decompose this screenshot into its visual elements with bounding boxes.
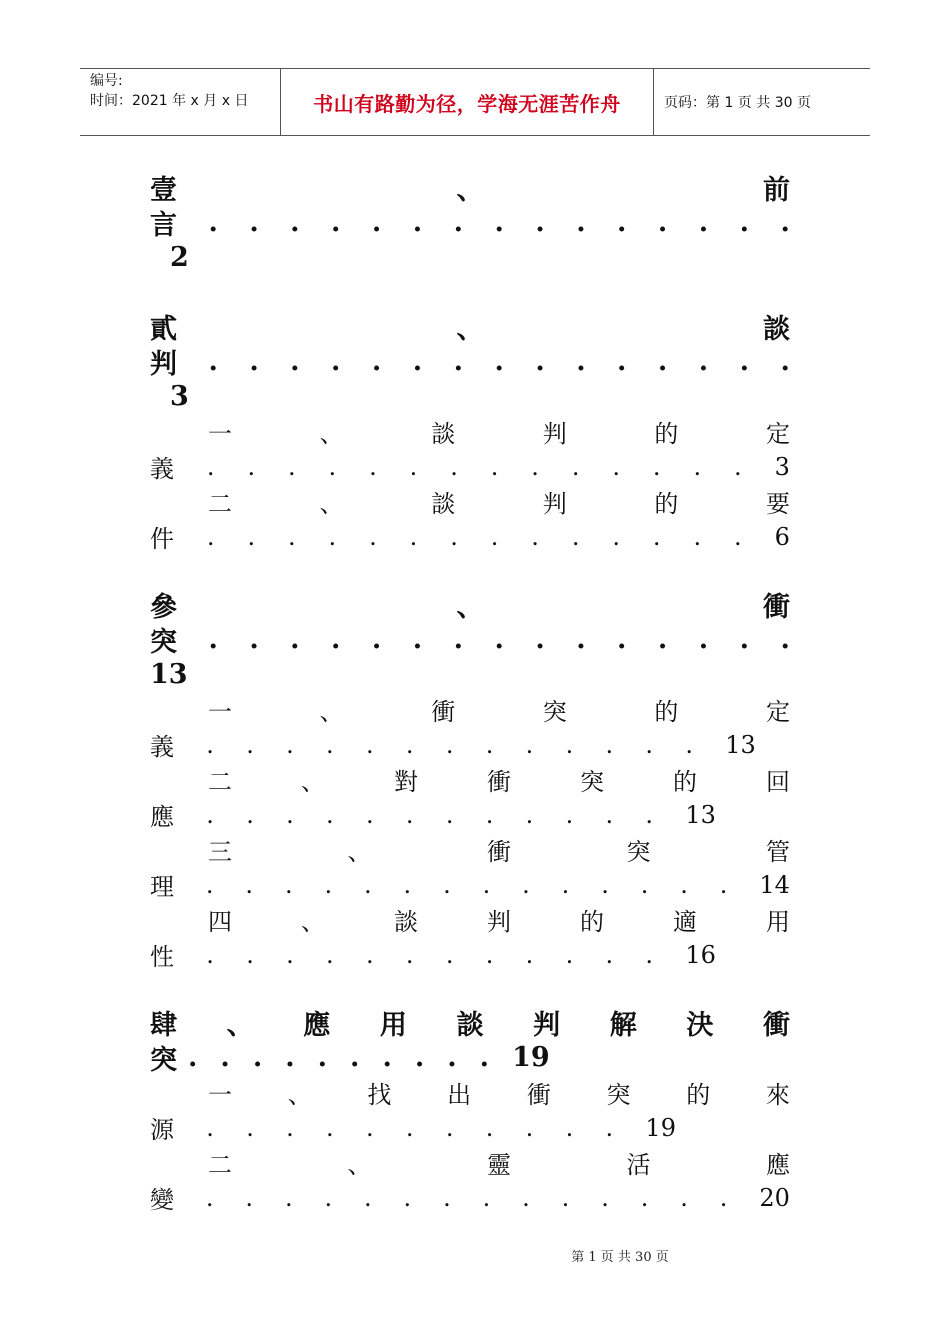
toc-text: 、 [456,314,484,345]
toc-leader-dot: . [565,1113,574,1142]
toc-text: 性 [150,943,174,971]
toc-leader-dot: . [371,207,382,238]
toc-leader-dot: . [331,207,341,238]
toc-leader-dot: . [365,800,374,829]
toc-text: 判 [542,490,567,518]
toc-leader-dot: . [571,522,580,551]
toc-item-leader [150,1110,790,1145]
toc-leader-dot: . [780,346,790,377]
toc-leader-dot: . [739,624,750,655]
toc-text: 貳 [150,314,177,345]
toc-leader-dot: . [350,1042,360,1073]
toc-leader-dot: . [680,1183,688,1212]
toc-leader-dot: . [739,346,750,377]
toc-leader-dot: . [617,207,627,238]
header-page-cell [654,69,870,135]
toc-leader-dot: . [365,1113,374,1142]
toc-text: 突 [626,838,651,866]
toc-leader-dot: . [403,870,412,899]
toc-leader-dot: . [208,207,218,238]
toc-leader-dot: . [246,800,254,829]
toc-leader-dot: . [405,940,414,969]
toc-leader-dot: . [605,940,614,969]
toc-leader-dot: . [246,1113,254,1142]
toc-text: 用 [379,1010,407,1041]
toc-leader-dot: . [286,1113,294,1142]
toc-leader-dot: . [409,452,418,481]
toc-leader-dot: . [331,624,341,655]
toc-leader-dot: . [561,870,570,899]
toc-item-3-2[interactable] [150,762,790,832]
toc-leader-dot: . [571,452,580,481]
toc-text: 、 [301,768,325,796]
toc-leader-dot: . [326,940,334,969]
toc-leader-dot: . [290,624,300,655]
toc-leader-dot: . [443,870,451,899]
toc-item-4-2[interactable] [150,1145,790,1215]
toc-leader-dot: . [405,1113,414,1142]
toc-leader-dot: . [453,346,464,377]
toc-text: 的 [686,1081,711,1109]
toc-leader-dot: . [206,1113,214,1142]
toc-leader-dot: . [531,452,539,481]
toc-text: 應 [150,803,174,831]
toc-leader-dot: . [612,522,621,551]
toc-heading-line [150,1005,790,1040]
toc-item-leader [150,937,790,972]
toc-leader-dot: . [612,452,621,481]
toc-leader-dot: . [640,870,649,899]
toc-leader-dot: . [447,1042,457,1073]
toc-leader-dot: . [286,800,294,829]
page-header [80,68,870,136]
toc-leader-dot: . [617,624,627,655]
toc-leader-dot: . [525,730,534,759]
toc-item-page: 14 [759,870,790,899]
toc-item-line [150,1145,790,1180]
toc-item-page: 6 [774,522,790,551]
toc-leader-dot: . [535,624,545,655]
toc-leader-dot: . [657,207,668,238]
toc-text: 應 [303,1010,331,1041]
toc-text: 的 [654,420,679,448]
toc-leader-dot: . [734,452,742,481]
toc-text: 定 [765,420,790,448]
toc-leader-dot: . [412,624,423,655]
toc-text: 、 [319,490,344,518]
toc-text: 判 [542,420,567,448]
toc-item-3-3[interactable] [150,832,790,902]
toc-text: 、 [347,1151,372,1179]
toc-leader-dot: . [369,452,377,481]
toc-text: 回 [766,768,790,796]
toc-item-3-1[interactable] [150,692,790,762]
toc-leader-dot: . [364,870,372,899]
toc-leader-dot: . [445,800,454,829]
toc-leader-dot: . [645,730,654,759]
toc-text: 義 [150,455,174,483]
toc-item-leader [150,867,790,902]
toc-text: 三 [208,838,232,866]
toc-leader-dot: . [409,522,418,551]
toc-leader-dot: . [576,346,586,377]
toc-item-leader [150,727,790,762]
toc-page-number: 2 [170,242,189,273]
toc-text: 判 [487,908,511,936]
toc-leader-dot: . [693,452,702,481]
toc-leader-dot: . [739,207,750,238]
toc-item-line [150,902,790,937]
toc-heading-line [150,309,790,344]
toc-leader-dot: . [382,1042,392,1073]
toc-item-leader [150,797,790,832]
toc-leader-dot: . [565,940,574,969]
toc-leader-dot: . [331,346,341,377]
toc-leader-dot: . [245,870,254,899]
toc-leader-dot: . [205,1183,214,1212]
toc-text: 、 [287,1081,312,1109]
toc-leader-dot: . [288,522,296,551]
toc-leader-dot: . [522,870,530,899]
toc-text: 、 [226,1010,254,1041]
toc-leader-dot: . [525,1113,534,1142]
toc-leader-dot: . [317,1042,328,1073]
toc-leader-dot: . [525,940,534,969]
toc-text: 衝 [431,698,456,726]
toc-leader-line [150,205,790,240]
header-motto-cell [281,69,654,135]
toc-leader-dot: . [640,1183,649,1212]
toc-heading-line [150,587,790,622]
toc-item-2-2[interactable] [150,484,790,554]
toc-leader-dot: . [328,522,337,551]
toc-text: 的 [654,698,679,726]
toc-text: 理 [150,873,174,901]
toc-leader-dot: . [405,730,414,759]
toc-leader-dot: . [445,730,454,759]
toc-text: 一 [208,1081,232,1109]
toc-text: 變 [150,1186,174,1214]
toc-leader-dot: . [479,1042,490,1073]
toc-item-page: 3 [774,452,790,481]
toc-leader-dot: . [565,800,574,829]
toc-text: 判 [533,1010,561,1041]
toc-text: 義 [150,733,174,761]
toc-leader-dot: . [286,730,294,759]
toc-text: 應 [766,1151,790,1179]
toc-leader-dot: . [247,452,256,481]
toc-section-1[interactable] [150,170,790,275]
toc-text: 用 [766,908,790,936]
toc-leader-dot: . [657,624,668,655]
toc-leader-dot: . [364,1183,372,1212]
toc-leader-dot: . [576,624,586,655]
toc-leader-dot: . [494,346,504,377]
toc-leader-dot: . [208,624,218,655]
toc-item-3-4[interactable] [150,902,790,972]
toc-leader-dot: . [734,522,742,551]
toc-text: 衝 [526,1081,551,1109]
toc-leader-dot: . [780,207,790,238]
toc-item-4-1[interactable] [150,1075,790,1145]
toc-heading-line [150,170,790,205]
toc-text: 突 [150,1045,177,1076]
toc-leader-dot: . [482,1183,491,1212]
toc-text: 突 [542,698,567,726]
toc-leader-dot: . [561,1183,570,1212]
toc-leader-dot: . [494,624,504,655]
toc-leader-line [150,344,790,379]
toc-leader-dot: . [369,522,377,551]
doc-number-label: 编号: [90,73,123,89]
toc-text: 對 [394,768,418,796]
toc-text: 定 [765,698,790,726]
toc-leader-dot: . [246,730,254,759]
toc-page-number: 19 [512,1042,550,1073]
toc-leader-dot: . [286,940,294,969]
toc-leader-dot: . [445,1113,454,1142]
toc-text: 決 [686,1010,714,1041]
toc-leader-dot: . [208,346,218,377]
toc-leader-dot: . [525,800,534,829]
toc-text: 二 [208,490,232,518]
toc-text: 言 [150,210,177,241]
toc-leader-dot: . [324,870,333,899]
toc-item-page: 13 [685,800,716,829]
toc-leader-dot: . [220,1042,230,1073]
toc-item-page: 20 [759,1183,790,1212]
header-page-info: 页码：第 1 页 共 30 页 [664,95,811,111]
toc-text: 、 [456,175,484,206]
toc-text: 的 [580,908,604,936]
toc-leader-dot: . [453,624,464,655]
toc-item-line [150,1075,790,1110]
toc-leader-dot: . [719,870,728,899]
toc-section-3[interactable] [150,587,790,972]
toc-leader-dot: . [328,452,337,481]
toc-item-leader [150,519,790,554]
toc-leader-dot: . [531,522,539,551]
toc-text: 來 [765,1081,790,1109]
toc-leader-dot: . [326,800,334,829]
toc-leader-dot: . [698,624,709,655]
toc-text: 談 [431,420,456,448]
toc-leader-line [150,1040,790,1075]
toc-leader-dot: . [290,207,300,238]
toc-leader-dot: . [485,1113,494,1142]
toc-leader-dot: . [412,207,423,238]
toc-leader-dot: . [535,346,545,377]
doc-time-label: 时间：2021 年 x 月 x 日 [90,93,249,109]
toc-leader-dot: . [414,1042,425,1073]
toc-text: 談 [456,1010,484,1041]
toc-text: 要 [765,490,790,518]
toc-leader-dot: . [249,346,259,377]
toc-item-line [150,484,790,519]
toc-leader-dot: . [249,624,259,655]
toc-leader-dot: . [206,452,215,481]
toc-leader-dot: . [453,207,464,238]
toc-leader-dot: . [290,346,300,377]
toc-item-page: 13 [725,730,756,759]
toc-leader-dot: . [443,1183,451,1212]
toc-page-number: 3 [170,381,189,412]
toc-leader-dot: . [605,800,614,829]
toc-leader-dot: . [450,522,458,551]
toc-item-page: 16 [685,940,716,969]
toc-item-page: 19 [645,1113,676,1142]
toc-text: 找 [367,1081,392,1109]
toc-leader-dot: . [780,624,790,655]
toc-leader-dot: . [246,940,254,969]
toc-leader-dot: . [405,800,414,829]
toc-text: 的 [654,490,679,518]
toc-leader-dot: . [206,940,214,969]
toc-leader-dot: . [247,522,256,551]
toc-item-leader [150,449,790,484]
toc-leader-dot: . [412,346,423,377]
header-motto: 书山有路勤为径，学海无涯苦作舟 [313,91,621,116]
toc-item-leader [150,1180,790,1215]
toc-leader-dot: . [365,940,374,969]
toc-leader-dot: . [284,870,293,899]
toc-leader-dot: . [252,1042,263,1073]
toc-leader-dot: . [605,730,614,759]
toc-leader-dot: . [698,346,709,377]
toc-leader-dot: . [450,452,458,481]
toc-text: 參 [150,592,177,623]
toc-leader-dot: . [576,207,586,238]
toc-text: 衝 [763,1010,790,1041]
toc-leader-dot: . [605,1113,614,1142]
toc-text: 、 [319,420,344,448]
toc-text: 二 [208,1151,232,1179]
toc-leader-dot: . [285,1042,295,1073]
toc-text: 一 [208,698,232,726]
toc-leader-dot: . [206,800,214,829]
toc-leader-dot: . [249,207,259,238]
toc-text: 解 [609,1010,637,1041]
toc-item-2-1[interactable] [150,414,790,484]
toc-leader-dot: . [371,346,382,377]
toc-page-number: 13 [150,659,188,690]
toc-text: 靈 [487,1151,511,1179]
toc-leader-dot: . [698,207,709,238]
toc-text: 衝 [487,838,511,866]
toc-leader-dot: . [206,522,215,551]
toc-text: 、 [456,592,484,623]
toc-text: 活 [626,1151,651,1179]
toc-leader-dot: . [494,207,504,238]
toc-leader-dot: . [685,730,693,759]
toc-text: 壹 [150,175,177,206]
toc-leader-dot: . [617,346,627,377]
toc-leader-dot: . [485,730,494,759]
toc-text: 、 [301,908,325,936]
toc-text: 源 [150,1116,174,1144]
toc-text: 衝 [487,768,511,796]
toc-leader-dot: . [490,452,499,481]
toc-text: 肆 [150,1010,177,1041]
toc-leader-dot: . [645,940,654,969]
toc-text: 管 [766,838,790,866]
toc-text: 適 [673,908,697,936]
toc-leader-dot: . [522,1183,530,1212]
toc-leader-dot: . [365,730,374,759]
toc-text: 談 [763,314,790,345]
header-meta-cell [80,69,281,135]
toc-item-line [150,832,790,867]
toc-leader-dot: . [284,1183,293,1212]
toc-text: 前 [763,175,790,206]
toc-text: 衝 [763,592,790,623]
toc-leader-dot: . [326,730,334,759]
toc-leader-dot: . [205,870,214,899]
toc-leader-dot: . [601,1183,609,1212]
toc-leader-dot: . [188,1042,198,1073]
toc-text: 二 [208,768,232,796]
toc-section-2[interactable] [150,309,790,554]
toc-leader-dot: . [490,522,499,551]
toc-text: 件 [150,525,174,553]
toc-leader-dot: . [245,1183,254,1212]
toc-text: 、 [319,698,344,726]
toc-leader-dot: . [371,624,382,655]
toc-leader-dot: . [482,870,491,899]
toc-leader-dot: . [719,1183,728,1212]
toc-leader-dot: . [324,1183,333,1212]
toc-leader-dot: . [485,800,494,829]
toc-text: 一 [208,420,232,448]
toc-leader-dot: . [652,452,661,481]
toc-item-line [150,692,790,727]
page-footer: 第 1 页 共 30 页 [571,1250,669,1265]
toc-leader-dot: . [565,730,574,759]
toc-text: 突 [150,627,177,658]
toc-leader-dot: . [657,346,668,377]
toc-section-4[interactable] [150,1005,790,1215]
toc-item-line [150,414,790,449]
toc-leader-line [150,622,790,657]
toc-text: 談 [431,490,456,518]
toc-leader-dot: . [680,870,688,899]
toc-text: 突 [606,1081,631,1109]
toc-text: 出 [447,1081,472,1109]
toc-text: 突 [580,768,604,796]
toc-leader-dot: . [326,1113,334,1142]
toc-leader-dot: . [403,1183,412,1212]
toc-item-line [150,762,790,797]
toc-leader-dot: . [288,452,296,481]
toc-leader-dot: . [645,800,654,829]
toc-leader-dot: . [601,870,609,899]
toc-text: 的 [673,768,697,796]
toc-leader-dot: . [206,730,214,759]
toc-leader-dot: . [445,940,454,969]
toc-text: 談 [394,908,418,936]
toc-text: 四 [208,908,232,936]
toc-leader-dot: . [693,522,702,551]
toc-text: 判 [150,349,177,380]
toc-leader-dot: . [485,940,494,969]
toc-text: 、 [347,838,372,866]
toc-leader-dot: . [652,522,661,551]
toc-leader-dot: . [535,207,545,238]
